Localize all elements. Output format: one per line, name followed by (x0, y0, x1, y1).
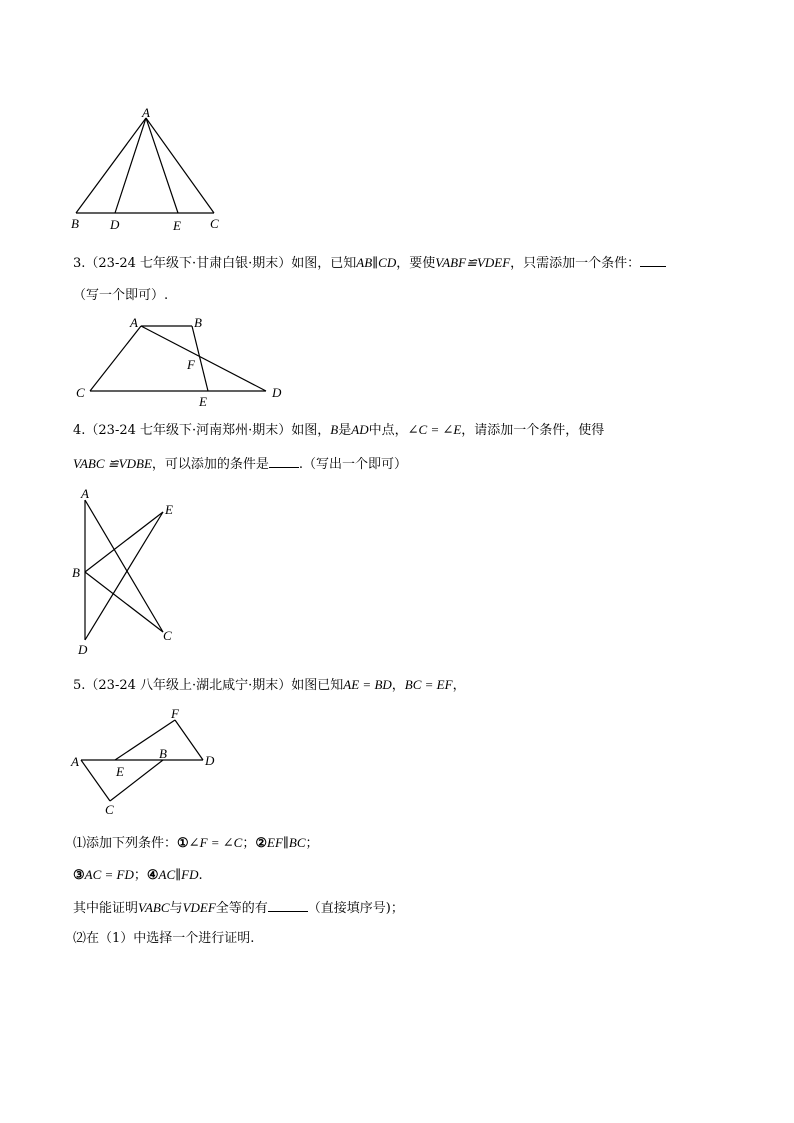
figure-two-triangles (65, 700, 235, 820)
question-3-line-2: （写一个即可）. (73, 288, 169, 303)
label-a: A (71, 754, 79, 769)
part-1-line-1: ⑴添加下列条件：①∠F = ∠C；②EF∥BC； (73, 835, 319, 851)
question-number: 4. (73, 423, 86, 438)
label-a: A (81, 486, 89, 501)
label-e: E (199, 394, 207, 409)
label-c: C (76, 385, 85, 400)
label-d: D (205, 753, 215, 768)
label-d: D (272, 385, 282, 400)
question-3-line-1: 3.（23-24 七年级下·甘肃白银·期末）如图，已知AB∥CD，要使VABF≌VDEF，只需添加一个条件： (73, 253, 666, 273)
label-b: B (194, 315, 202, 330)
question-source: （23-24 七年级下·河南郑州·期末） (85, 423, 292, 438)
figure-triangle-abc (60, 100, 240, 235)
part-1-line-3: 其中能证明VABC与VDEF全等的有 （直接填序号)； (73, 900, 404, 916)
label-b: B (71, 216, 79, 231)
label-e: E (173, 218, 181, 233)
label-e: E (165, 502, 173, 517)
label-d: D (110, 217, 120, 232)
label-d: D (78, 642, 88, 657)
question-number: 5. (73, 678, 86, 693)
label-c: C (210, 216, 219, 231)
answer-blank[interactable] (640, 253, 666, 267)
question-source: （23-24 八年级上·湖北咸宁·期末） (85, 678, 292, 693)
label-f: F (171, 706, 179, 721)
label-a: A (142, 105, 150, 120)
label-f: F (187, 357, 195, 372)
label-b: B (72, 565, 80, 580)
answer-blank[interactable] (269, 454, 299, 468)
label-c: C (163, 628, 172, 643)
label-c: C (105, 802, 114, 817)
label-b: B (159, 746, 167, 761)
figure-trapezoid (70, 312, 290, 412)
part-1-line-2: ③AC = FD；④AC∥FD. (73, 867, 203, 883)
question-source: （23-24 七年级下·甘肃白银·期末） (85, 256, 292, 271)
question-4-line-1: 4.（23-24 七年级下·河南郑州·期末）如图，B是AD中点，∠C = ∠E，请添加一个条件，使得 (73, 422, 605, 438)
question-5-line-1: 5.（23-24 八年级上·湖北咸宁·期末）如图已知AE = BD，BC = EF， (73, 677, 466, 693)
question-number: 3. (73, 256, 86, 271)
label-e: E (116, 764, 124, 779)
part-2-line: ⑵在（1）中选择一个进行证明. (73, 931, 255, 946)
question-4-line-2: VABC ≌VDBE，可以添加的条件是 .（写出一个即可） (73, 456, 408, 472)
answer-blank[interactable] (268, 898, 308, 912)
label-a: A (130, 315, 138, 330)
figure-crossed-triangles (65, 482, 195, 662)
